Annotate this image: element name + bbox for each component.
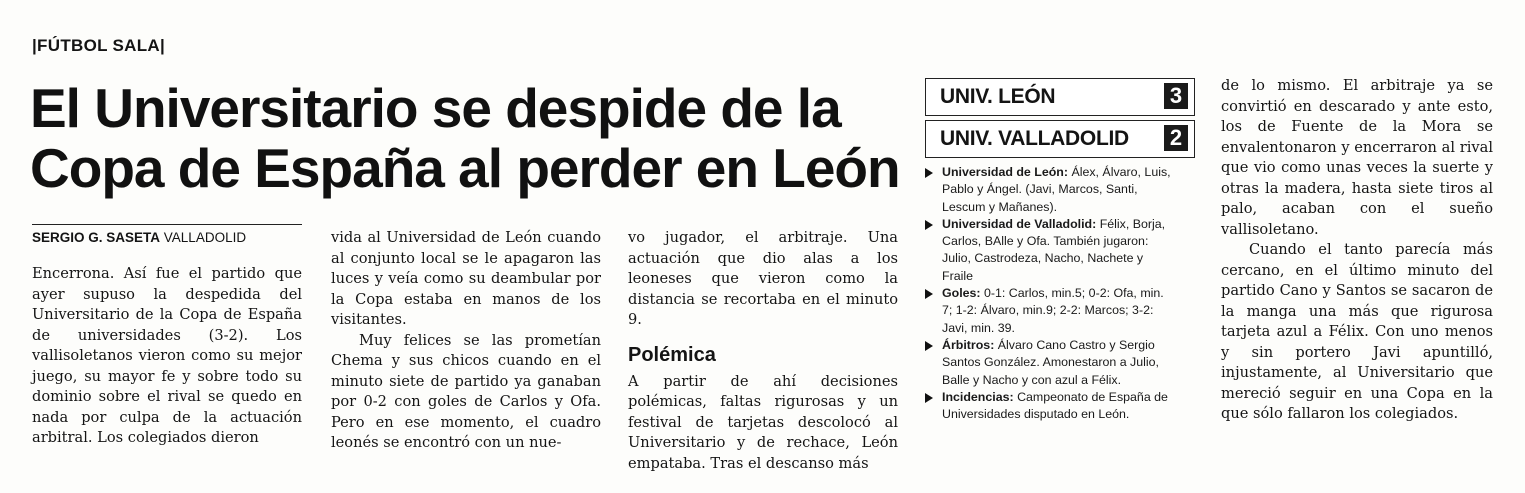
detail-text: Campeonato de España de Universidades disputado en León. (942, 389, 1168, 422)
detail-label: Goles: (942, 286, 981, 301)
detail-referees (925, 337, 1177, 389)
arrow-bullet-icon (925, 289, 933, 299)
detail-goals (925, 285, 1177, 337)
paragraph: de lo mismo. El arbitraje ya se convirtió en descarado y ante esto, los de Fuente de la Mora se envalentonaron y encerraron al rival que vio como unas veces la suerte y otras la madera, hasta siete tiros al palo, acaban con el sueño vallisoletano. (1221, 77, 1493, 238)
detail-label: Universidad de León: (942, 165, 1068, 179)
byline-author: SERGIO G. SASETA (32, 230, 161, 245)
article-column-1 (32, 264, 302, 449)
article-column-3 (628, 228, 898, 474)
detail-text: 0-1: Carlos, min.5; 0-2: Ofa, min. 7; 1-2: Álvaro, min.9; 2-2: Marcos; 3-2: Javi, min. 39. (942, 286, 1164, 335)
subheading: Polémica (628, 343, 716, 366)
paragraph: Encerrona. Así fue el partido que ayer supuso la despedida del Universitario de la Copa de España de universidades (3-2). Los vallisoletanos vieron como su mejor juego, su mayor fe y sobre todo su dominio sobre el rival se quedo en nada por culpa de la actuación arbitral. Los colegiados dieron (32, 265, 302, 446)
detail-incidents (925, 389, 1177, 424)
article-column-2 (331, 228, 601, 454)
section-tag: |FÚTBOL SALA| (32, 36, 166, 55)
away-team-score: 2 (1164, 125, 1188, 151)
arrow-bullet-icon (925, 341, 933, 351)
detail-text: Álex, Álvaro, Luis, Pablo y Ángel. (Javi, Marcos, Santi, Lescum y Mañanes). (942, 165, 1171, 214)
headline: El Universitario se despide de la Copa de España al perder en León (30, 77, 900, 199)
away-team-name: UNIV. VALLADOLID (940, 127, 1129, 150)
detail-label: Incidencias: (942, 389, 1014, 404)
paragraph: vo jugador, el arbitraje. Una actuación que dio alas a los leoneses que vieron como la distancia se recortaba en el minuto 9. (628, 229, 898, 328)
byline (32, 224, 302, 245)
arrow-bullet-icon (925, 168, 933, 178)
paragraph: Muy felices se las prometían Chema y sus chicos cuando en el minuto siete de partido ya ganaban por 0-2 con goles de Carlos y Ofa. Pero en ese momento, el cuadro leonés se encontró con un nue- (331, 331, 601, 451)
paragraph: Cuando el tanto parecía más cercano, en el último minuto del partido Cano y Santos se sacaron de la manga una más que rigurosa tarjeta azul a Félix. Con uno menos y sin portero Javi apuntilló, injustamente, al Universitario que mereció seguir en una Copa en la que sólo fallaron los colegiados. (1221, 241, 1493, 422)
byline-place: VALLADOLID (163, 230, 247, 245)
home-team-score: 3 (1164, 83, 1188, 109)
article-column-5 (1221, 76, 1493, 425)
home-team-name: UNIV. LEÓN (940, 85, 1056, 108)
team-row-away (925, 120, 1195, 158)
detail-text: Félix, Borja, Carlos, BAlle y Ofa. También jugaron: Julio, Castrodeza, Nacho, Nachete y Fraile (942, 216, 1166, 283)
detail-label: Universidad de Valladolid: (942, 216, 1097, 231)
detail-text: Álvaro Cano Castro y Sergio Santos González. Amonestaron a Julio, Balle y Nacho y con azul a Félix. (942, 337, 1159, 387)
team-row-home (925, 78, 1195, 116)
arrow-bullet-icon (925, 220, 933, 230)
paragraph: A partir de ahí decisiones polémicas, faltas rigurosas y un festival de tarjetas descolocó al Universitario y de rechace, León empataba. Tras el descanso más (628, 372, 898, 472)
match-scorebox (925, 78, 1195, 423)
match-details (925, 164, 1195, 423)
paragraph: vida al Universidad de León cuando al conjunto local se le apagaron las luces y veía como su deambular por la Copa estaba en manos de los visitantes. (331, 229, 601, 328)
detail-lineup-valladolid (925, 216, 1177, 285)
detail-lineup-leon (925, 164, 1177, 216)
arrow-bullet-icon (925, 393, 933, 403)
detail-label: Árbitros: (942, 337, 995, 352)
